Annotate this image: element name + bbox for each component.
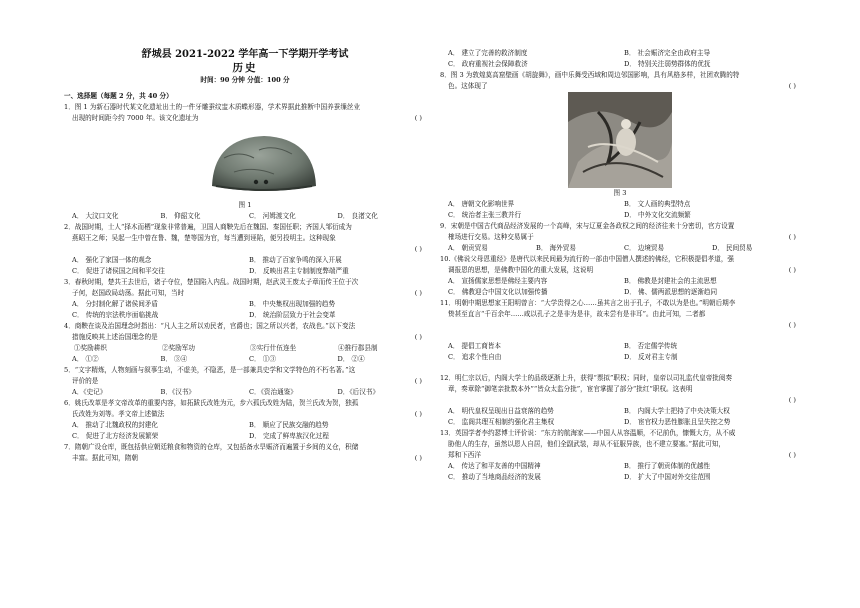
text-line: ①奖励耕织 <box>74 344 107 352</box>
text-line: C． 佛教迎合中国文化以加强传播 <box>448 288 548 296</box>
options-row <box>64 266 426 277</box>
text-line <box>440 450 800 461</box>
text-line: 5．“文字精炼，人物刻画与叙事生动，不虚美，不隐恶，是一部兼具史学和文学特色的不朽名著。”这 <box>64 366 356 374</box>
text-line: D． 统治阶层致力于社会变革 <box>249 311 336 319</box>
text-line: ( ) <box>788 233 796 241</box>
text-line: D．《后汉书》 <box>337 388 380 396</box>
options-row <box>440 417 800 428</box>
text-line <box>440 331 800 341</box>
question-9 <box>440 221 800 254</box>
text-line: B． ③④ <box>160 355 188 363</box>
text-line: B． 内阁大学士把持了中央决策大权 <box>624 407 730 415</box>
text-line: C． 传统的宗法秩序面临挑战 <box>72 311 159 319</box>
text-line: 2．战国时期，士人“择木而栖”现象非常普遍，卫国人商鞅先后在魏国、秦国任职；齐国人邹衍成为 <box>64 223 352 231</box>
question-4 <box>64 321 426 365</box>
text-line: B． 佛教是封建社会的主流思想 <box>624 277 717 285</box>
text-line: ( ) <box>414 410 422 418</box>
exam-title: 舒城县 2021-2022 学年高一下学期开学考试 <box>141 49 349 60</box>
text-line: A． 推动了北魏政权的封建化 <box>72 421 158 429</box>
text-line: D． 反映出君主专制制度弊端严重 <box>249 267 349 275</box>
text-line: 6．姚氏改革是孝文帝改革的重要内容，如拓跋氏改姓为元，步六孤氏改姓为陆，贺兰氏改为贺，独孤 <box>64 399 359 407</box>
options-row <box>440 243 800 254</box>
text-line: B． 推动了百家争鸣的深入开展 <box>249 256 342 264</box>
text-line: A． 唐朝文化影响世界 <box>448 200 515 208</box>
text-line: B．《汉书》 <box>160 388 196 396</box>
text-line: 调报恩的思想，是佛教中国化的重大发展，这说明 <box>448 266 594 274</box>
text-line: C． 促进了北方经济发展繁荣 <box>72 432 159 440</box>
text-line: D． 扩大了中国对外交往范围 <box>624 473 711 481</box>
text-line: ( ) <box>414 377 422 385</box>
text-line <box>64 453 426 464</box>
text-line: ( ) <box>788 82 796 90</box>
text-line: ( ) <box>788 451 796 459</box>
options-row <box>64 211 426 222</box>
text-line: A． 明代皇权呈现出日益衰落的趋势 <box>448 407 554 415</box>
text-line <box>440 265 800 276</box>
question-7 <box>64 442 426 464</box>
text-line <box>440 0 800 48</box>
text-line: 子何，赵国政局动荡。据此可知，当时 <box>72 289 185 297</box>
text-line: 胁他人的生存，虽然以恩人自居，他们全副武装，却从不征服异族，也不建立要塞。”据此可知， <box>448 440 726 448</box>
text-line: D． 佛、儒两派思想的逐渐趋同 <box>624 288 718 296</box>
text-line: A． 分封制化解了诸侯间矛盾 <box>72 300 158 308</box>
text-line: D． 宦官权力恶性膨胀且呈失控之势 <box>624 418 731 426</box>
figure-3-caption: 图 3 <box>613 189 627 197</box>
exam-info: 时间：90 分钟 分值：100 分 <box>200 76 290 84</box>
text-line: B． 中央集权出现加强的趋势 <box>249 300 336 308</box>
text-line <box>440 363 800 373</box>
section-heading: 一、选择题（每题 2 分，共 40 分） <box>64 92 173 100</box>
options-row <box>440 199 800 210</box>
text-line: ( ) <box>788 396 796 404</box>
text-line: ( ) <box>414 454 422 462</box>
options-row <box>440 287 800 298</box>
text-line: C．《资治通鉴》 <box>249 388 297 396</box>
figure-1-silkworm-artifact <box>204 128 324 200</box>
text-line <box>440 395 800 406</box>
text-line <box>64 288 426 299</box>
text-line: ③实行什伍连坐 <box>250 344 297 352</box>
options-row <box>440 461 800 472</box>
text-line: ( ) <box>788 266 796 274</box>
options-row <box>64 255 426 266</box>
options-row <box>440 406 800 417</box>
subject-title: 历史 <box>232 62 258 74</box>
text-line: 措施反映其上述治国理念的是 <box>72 333 158 341</box>
text-line: ( ) <box>414 333 422 341</box>
text-line: B． 推行了朝贡体制的优越性 <box>624 462 711 470</box>
figure-3-dunhuang-mural <box>568 92 672 188</box>
question-3 <box>64 277 426 321</box>
text-line: 13．英国学者李约瑟博士评价说：“东方的航海家——中国人从容温顺，不记前仇，慷慨大方，从不威 <box>440 429 736 437</box>
text-line: C． ①③ <box>249 355 276 363</box>
text-line: C． 推动了当地商品经济的发展 <box>448 473 541 481</box>
text-line: C． 追求个性自由 <box>448 353 502 361</box>
text-line: 章，奏章除“御笔亲批数本外”“皆众太监分批”，宦官掌握了部分“批红”职权。这表明 <box>448 385 693 393</box>
text-line: 4．商鞅在谈及治国理念时指出：“凡人主之所以劝民者，官爵也；国之所以兴者，农战也。”以下变法 <box>64 322 356 330</box>
text-line <box>440 81 800 92</box>
text-line <box>440 320 800 331</box>
text-line: A． 宣扬儒家思想是佛经主要内容 <box>448 277 548 285</box>
question-2 <box>64 222 426 277</box>
text-line: D． ②④ <box>337 355 365 363</box>
text-line: D． 反对君主专制 <box>624 353 678 361</box>
text-line: 贽甚至直言“千百余年……咸以孔子之是非为是非，故未尝有是非耳”。由此可知，二者都 <box>448 310 706 318</box>
text-line <box>64 376 426 387</box>
options-row <box>64 431 426 442</box>
text-line: C． 河姆渡文化 <box>249 212 296 220</box>
text-line <box>64 113 426 124</box>
options-row <box>64 354 426 365</box>
text-line: B． 仰韶文化 <box>160 212 201 220</box>
text-line: 10.《佛说父母恩重经》是唐代以来民间最为流行的一部由中国僧人撰述的佛经，它积极提倡孝道，强 <box>440 255 735 263</box>
text-line: A． 大汶口文化 <box>72 212 119 220</box>
text-line: B． 文人画的典型特点 <box>624 200 691 208</box>
text-line: B． 顺应了民族交融的趋势 <box>249 421 329 429</box>
question-12 <box>440 373 800 428</box>
options-row <box>64 299 426 310</box>
text-line: A． 朝贡贸易 <box>448 244 488 252</box>
options-row <box>440 341 800 352</box>
options-row <box>64 420 426 431</box>
text-line: A． ①② <box>72 355 99 363</box>
text-line: D． 中外文化交流频繁 <box>624 211 691 219</box>
left-column <box>64 0 426 464</box>
text-line: C． 促进了诸侯国之间和平交往 <box>72 267 165 275</box>
text-line: A． 建立了完善的救济制度 <box>448 49 528 57</box>
text-line: 氏改姓为刘等。孝文帝上述做法 <box>72 410 165 418</box>
question-1 <box>64 102 426 222</box>
options-row <box>64 343 426 354</box>
question-6 <box>64 398 426 442</box>
text-line: A．《史记》 <box>72 388 107 396</box>
text-line: 榷场进行交易。这种交易属于 <box>448 233 534 241</box>
text-line: C． 政府重视社会保障救济 <box>448 60 528 68</box>
right-column <box>440 0 800 483</box>
text-line: 燕昭王之师；吴起一生中曾在鲁、魏，楚等国为官，每当遭到诬陷，便另投明主。这种现象 <box>72 234 336 242</box>
text-line: B． 否定儒学传统 <box>624 342 678 350</box>
text-line: ④推行郡县制 <box>338 344 378 352</box>
text-line <box>64 244 426 255</box>
text-line: D． 特别关注弱势群体的优抚 <box>624 60 711 68</box>
text-line <box>64 409 426 420</box>
text-line: 3．春秋时期，楚共王去世后，诸子夺位，楚国陷入内乱。战国时期，赵武灵王废太子章而传王位于次 <box>64 278 359 286</box>
options-row <box>440 472 800 483</box>
text-line: 1．图 1 为新石器时代某文化遗址出土的一件牙雕蚕纹盅木质蝶形器，学术界据此推断中国养蚕缫丝业 <box>64 103 361 111</box>
text-line: D． 民间贸易 <box>712 244 753 252</box>
question-8 <box>440 70 800 221</box>
text-line: 7．隋朝广设仓库，既包括供应朝廷粮食和物资的仓库，又包括备水旱赈济而遍置于乡间的义仓，积储 <box>64 443 359 451</box>
text-line: 9．宋朝是中国古代商品经济发展的一个高峰，宋与辽夏金各政权之间的经济往来十分密切，官方设置 <box>440 222 735 230</box>
text-line: 色。这体现了 <box>448 82 488 90</box>
text-line: D． 良渚文化 <box>337 212 378 220</box>
text-line: 郑和下西洋 <box>448 451 481 459</box>
text-line: C． 监阁共理互相制约强化君主集权 <box>448 418 555 426</box>
options-row <box>440 352 800 363</box>
text-line: ( ) <box>414 245 422 253</box>
text-line: ( ) <box>414 114 422 122</box>
text-line: 8．图 3 为敦煌莫高窟壁画《胡旋舞》，画中乐舞受西域和周边邻国影响，具有风格多样，社团欢腾的特 <box>440 71 740 79</box>
text-line: ②奖励军功 <box>162 344 195 352</box>
options-row <box>440 210 800 221</box>
text-line <box>440 232 800 243</box>
text-line: A． 强化了家国一体的观念 <box>72 256 152 264</box>
text-line <box>64 0 426 48</box>
text-line: C． 统治者主张三教并行 <box>448 211 522 219</box>
text-line: A． 提倡工商皆本 <box>448 342 502 350</box>
text-line: 丰富。据此可知，隋朝 <box>72 454 138 462</box>
text-line: ( ) <box>788 321 796 329</box>
options-row <box>64 387 426 398</box>
text-line: 11．明朝中期思想家王阳明曾言：“大学贵得之心……虽其言之出于孔子，不敢以为是也。”明朝后期李 <box>440 299 736 307</box>
text-line: 评价的是 <box>72 377 99 385</box>
question-13 <box>440 428 800 483</box>
text-line: C． 边境贸易 <box>624 244 665 252</box>
text-line: D． 完成了鲜卑族汉化过程 <box>249 432 329 440</box>
figure-1-caption: 图 1 <box>238 201 252 209</box>
options-row <box>440 48 800 59</box>
question-10 <box>440 254 800 298</box>
text-line: ( ) <box>414 289 422 297</box>
text-line: 出现的时间距今约 7000 年。该文化遗址为 <box>72 114 199 122</box>
text-line: B． 社会赈济完全由政府主导 <box>624 49 711 57</box>
text-line: A． 传达了和平友善的中国精神 <box>448 462 541 470</box>
question-5 <box>64 365 426 398</box>
text-line: B． 海外贸易 <box>536 244 576 252</box>
question-7-options <box>440 48 800 70</box>
options-row <box>64 310 426 321</box>
text-line: 12．明仁宗以后，内阁大学士的品级逐渐上升，获得“票拟”职权；同时，皇帝以司礼监代皇帝批阅奏 <box>440 374 733 382</box>
options-row <box>440 276 800 287</box>
text-line <box>64 332 426 343</box>
options-row <box>440 59 800 70</box>
question-11 <box>440 298 800 363</box>
